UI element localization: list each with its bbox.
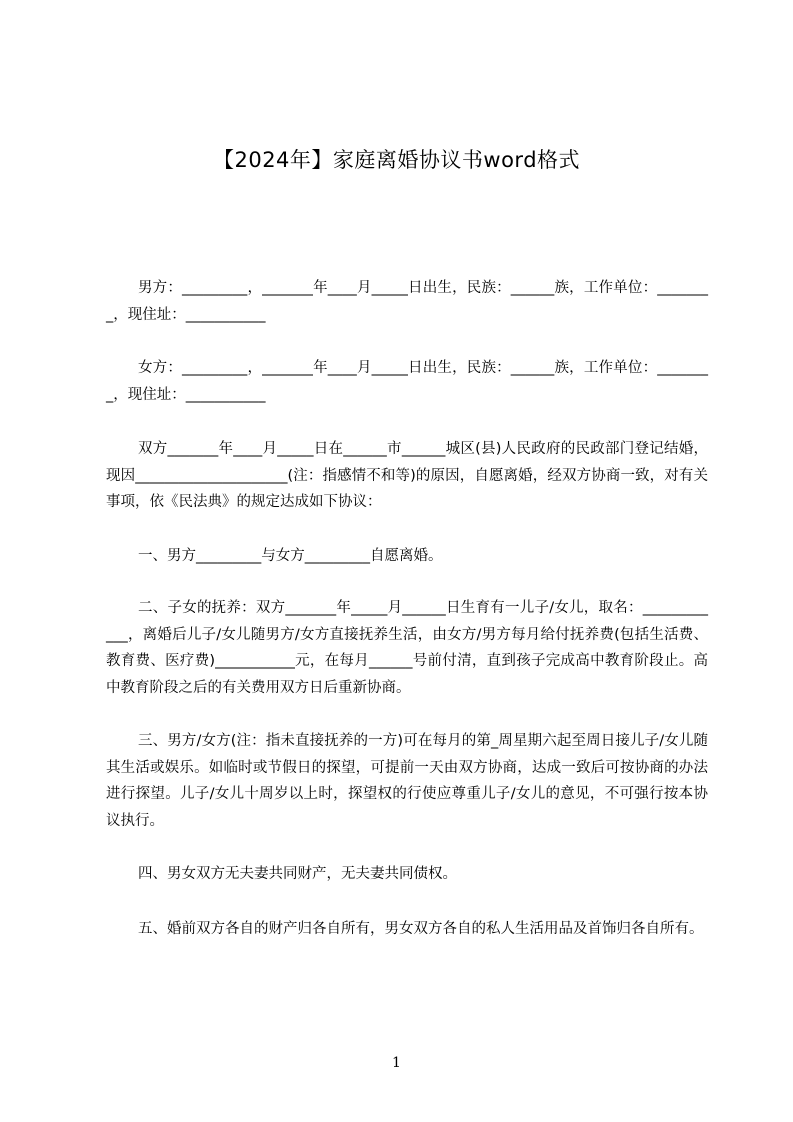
paragraph-wife-info: 女方：_________，_______年____月_____日出生，民族：______族，工作单位：________，现住址：___________ [106,360,708,403]
clause-1-divorce: 一、男方_________与女方_________自愿离婚。 [138,548,443,564]
clause-5-personal-property: 五、婚前双方各自的财产归各自所有，男女双方各自的私人生活用品及首饰归各自所有。 [138,921,704,937]
document-title: 【2024年】家庭离婚协议书word格式 [212,148,581,172]
page-number: 1 [392,1055,401,1071]
paragraph-marriage-info: 双方_______年____月_____日在______市______城区(县)人民政府的民政部门登记结婚，现因_____________________(注：指感情不和等)的原因，自愿离婚，经双方协商一致，对有关事项，依《民法典》的规定达成如下协议： [106,441,708,510]
paragraph-husband-info: 男方：_________，_______年____月_____日出生，民族：______族，工作单位：________，现住址：___________ [106,280,708,323]
clause-3-visitation: 三、男方/女方(注：指未直接抚养的一方)可在每月的第_周星期六起至周日接儿子/女儿随其生活或娱乐。如临时或节假日的探望，可提前一天由双方协商，达成一致后可按协商的办法进行探望。儿子/女儿十周岁以上时，探望权的行使应尊重儿子/女儿的意见，不可强行按本协议执行。 [106,733,708,829]
clause-4-property: 四、男女双方无夫妻共同财产，无夫妻共同债权。 [138,866,457,882]
clause-2-child-custody: 二、子女的抚养：双方_______年_____月______日生育有一儿子/女儿，取名：____________，离婚后儿子/女儿随男方/女方直接抚养生活，由女方/男方每月给付抚养费(包括生活费、教育费、医疗费)___________元，在每月______号前付清，直到孩子完成高中教育阶段止。高中教育阶段之后的有关费用双方日后重新协商。 [106,600,708,696]
